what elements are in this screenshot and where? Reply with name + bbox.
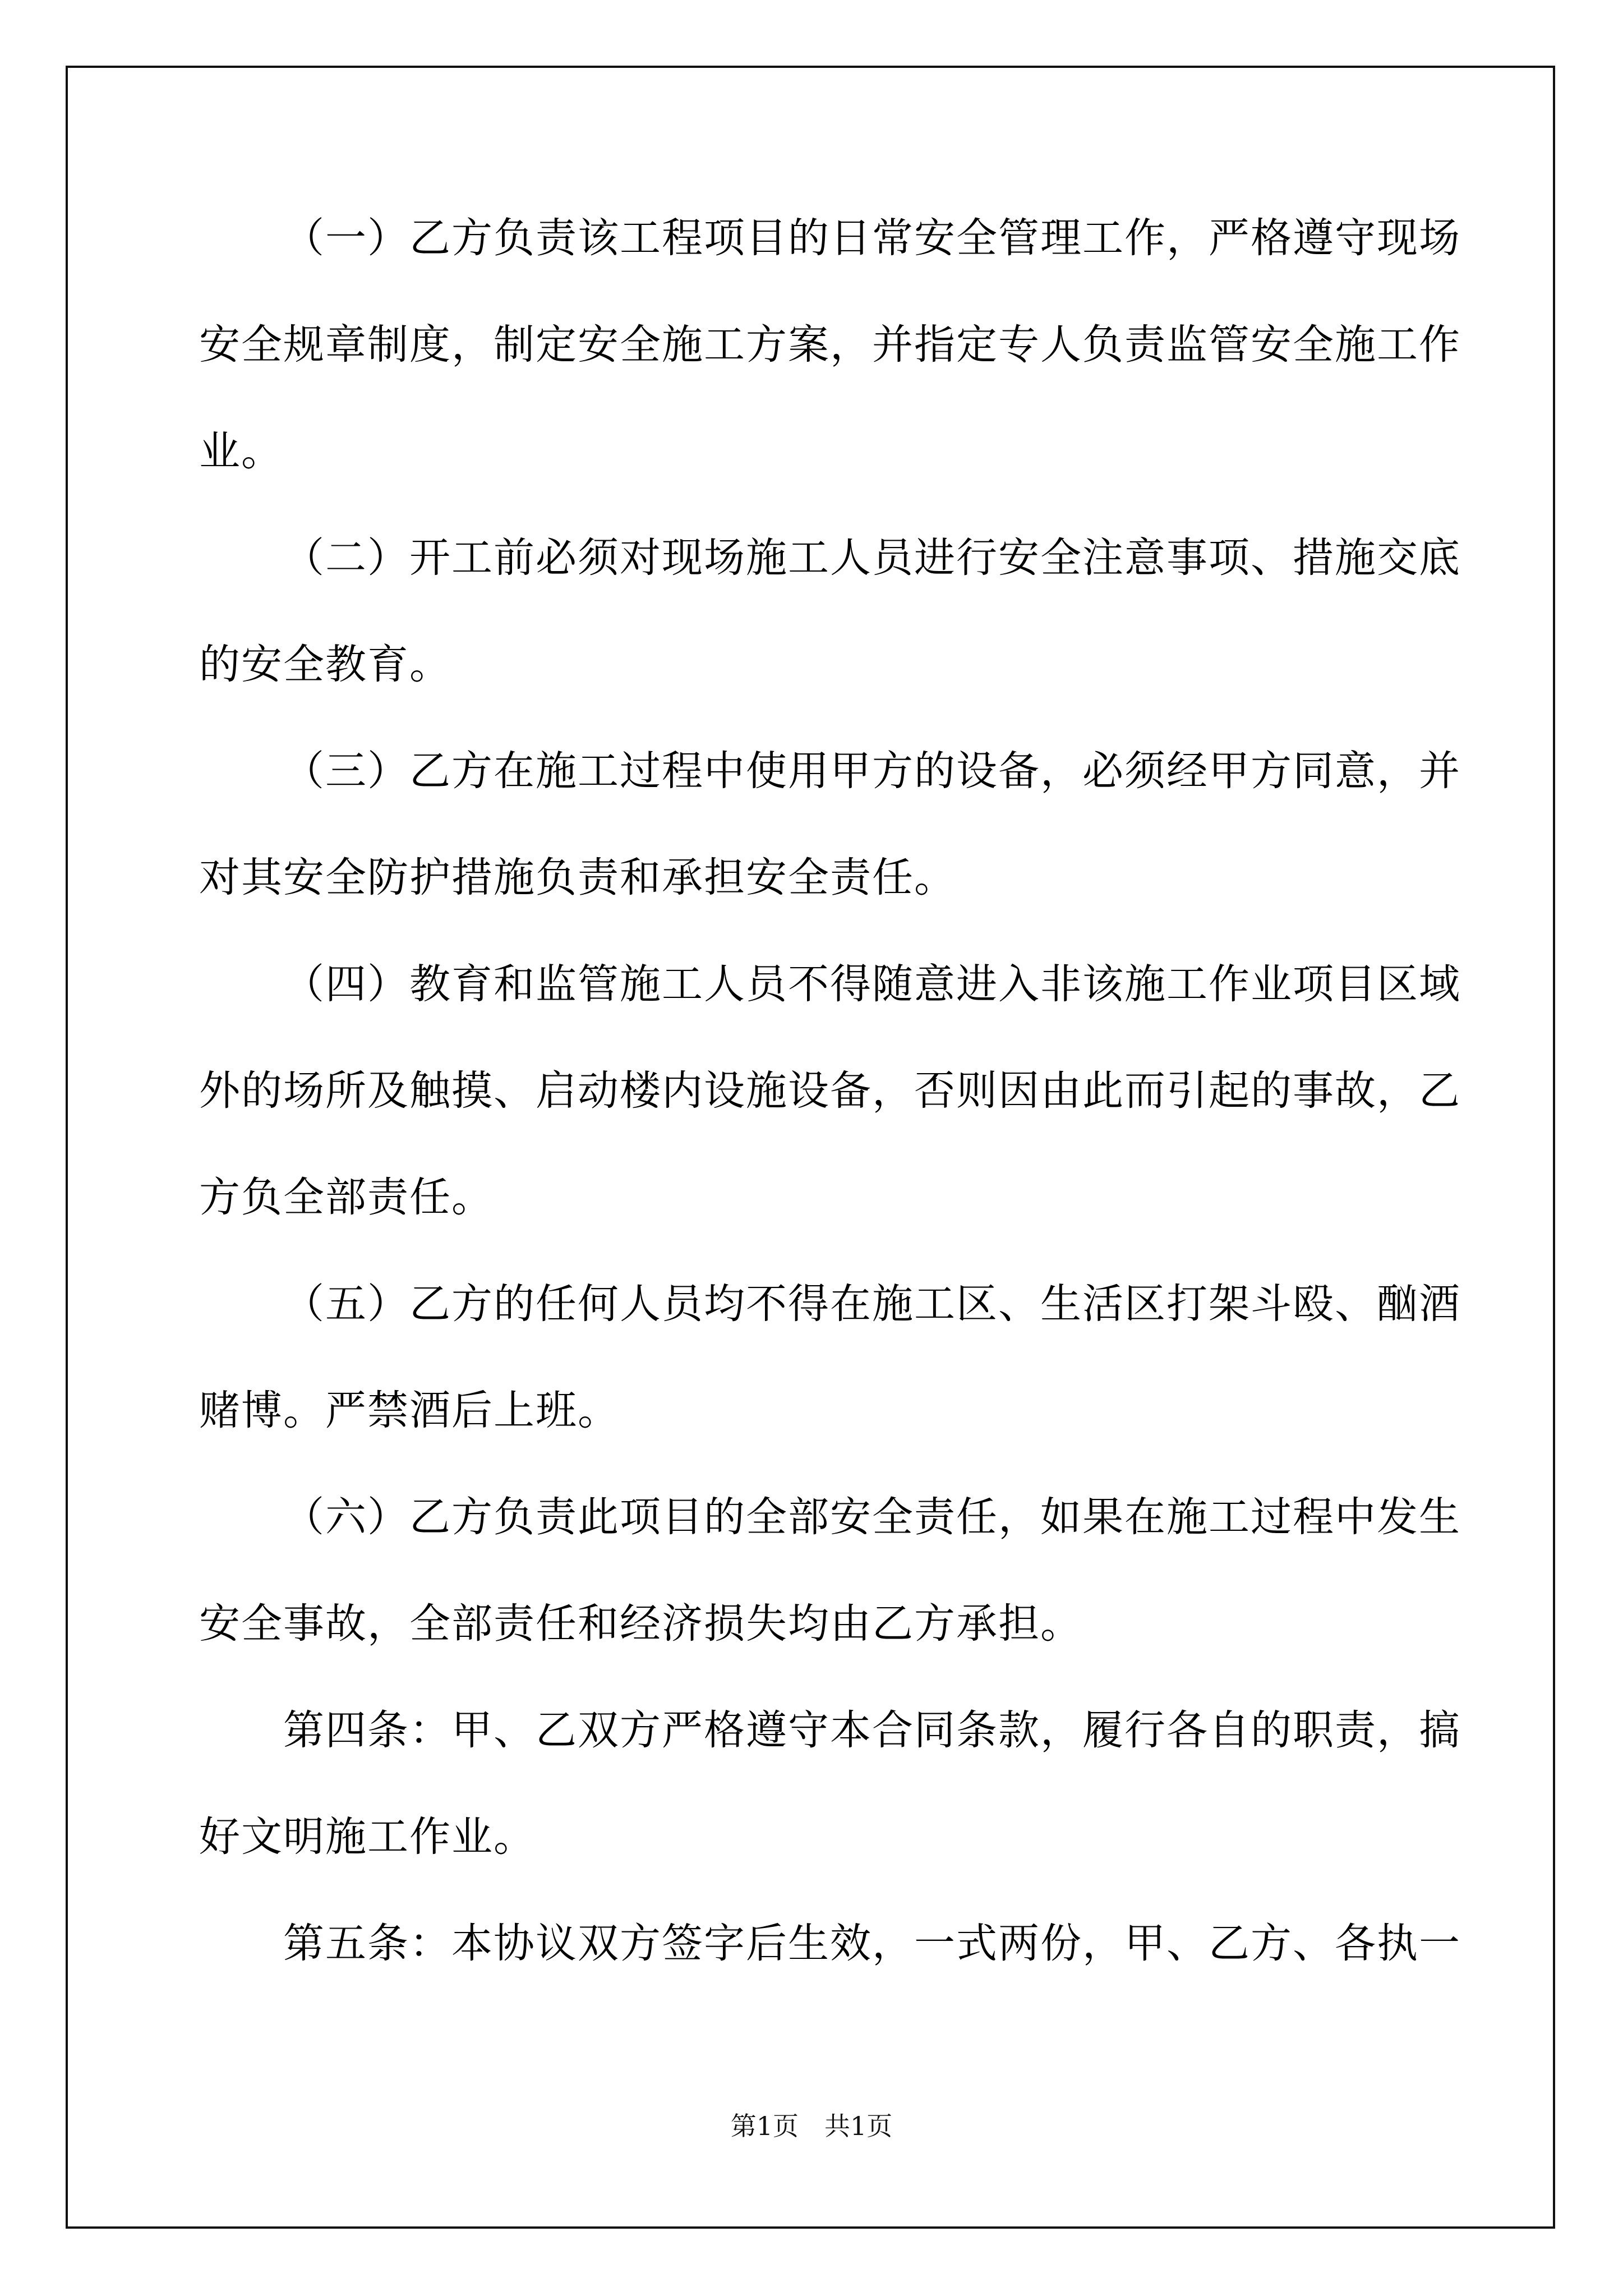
paragraph-3-line-1: （三）乙方在施工过程中使用甲方的设备，必须经甲方同意，并 [283, 747, 1461, 795]
paragraph-2-line-2: 的安全教育。 [199, 641, 451, 688]
paragraph-1-line-3: 业。 [199, 427, 283, 475]
document-body [199, 210, 1461, 2022]
paragraph-6-line-1: （六）乙方负责此项目的全部安全责任，如果在施工过程中发生 [283, 1493, 1461, 1541]
paragraph-6-line-2: 安全事故，全部责任和经济损失均由乙方承担。 [199, 1600, 1082, 1648]
article-4-line-2: 好文明施工作业。 [199, 1813, 536, 1861]
paragraph-3-line-2: 对其安全防护措施负责和承担安全责任。 [199, 854, 956, 901]
paragraph-2-line-1: （二）开工前必须对现场施工人员进行安全注意事项、措施交底 [283, 534, 1461, 582]
paragraph-5-line-2: 赌博。严禁酒后上班。 [199, 1387, 620, 1434]
paragraph-4-line-1: （四）教育和监管施工人员不得随意进入非该施工作业项目区域 [283, 960, 1461, 1008]
article-5-line-1: 第五条：本协议双方签字后生效，一式两份，甲、乙方、各执一 [283, 1920, 1461, 1967]
paragraph-1-line-2: 安全规章制度，制定安全施工方案，并指定专人负责监管安全施工作 [199, 321, 1461, 369]
paragraph-1-line-1: （一）乙方负责该工程项目的日常安全管理工作，严格遵守现场 [283, 214, 1461, 262]
paragraph-5-line-1: （五）乙方的任何人员均不得在施工区、生活区打架斗殴、酗酒 [283, 1280, 1461, 1328]
paragraph-4-line-2: 外的场所及触摸、启动楼内设施设备，否则因由此而引起的事故，乙 [199, 1067, 1461, 1115]
page-number-footer: 第1页 共1页 [730, 2111, 893, 2141]
paragraph-4-line-3: 方负全部责任。 [199, 1174, 494, 1221]
article-4-line-1: 第四条：甲、乙双方严格遵守本合同条款，履行各自的职责，搞 [283, 1706, 1461, 1754]
